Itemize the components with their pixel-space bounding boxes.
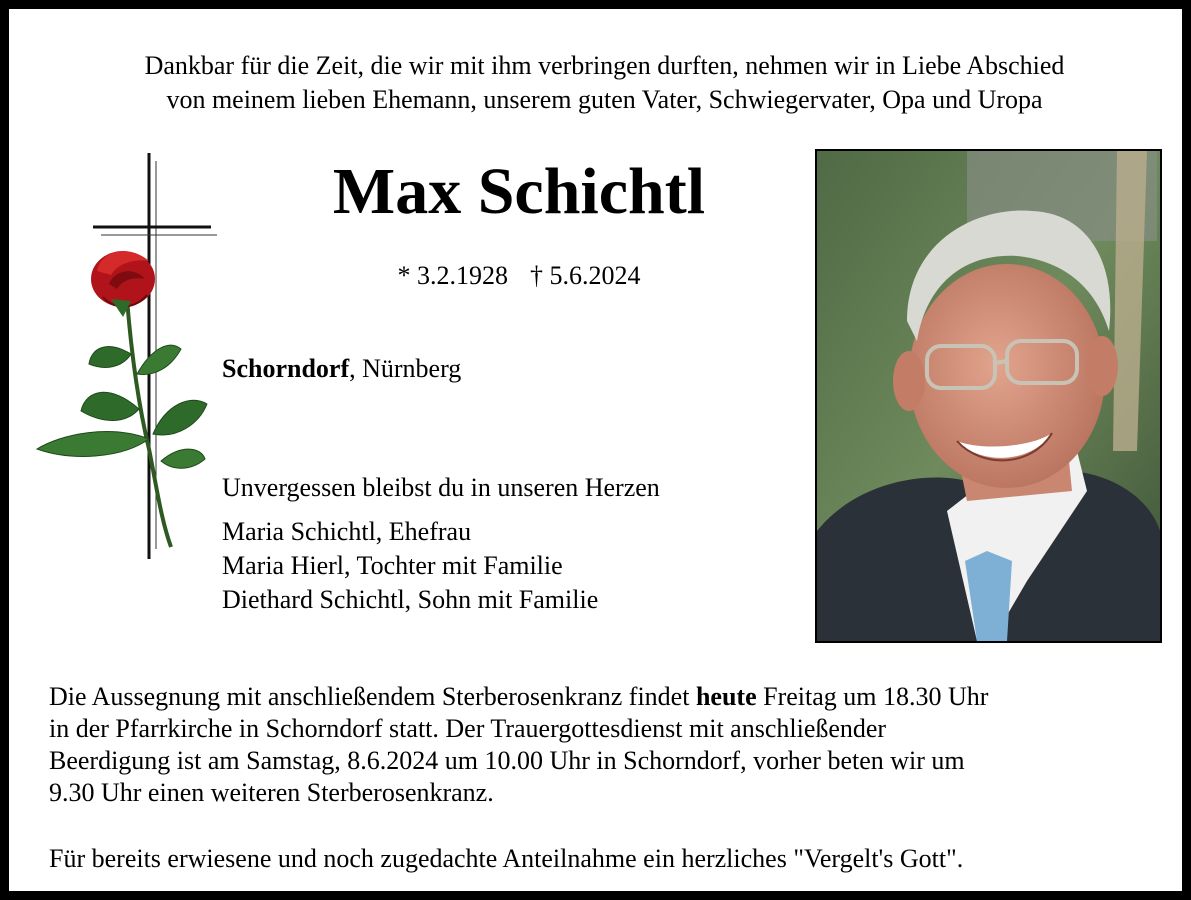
closing-text: Für bereits erwiesene und noch zugedachte Anteilnahme ein herzliches "Vergelt's Gott".: [49, 844, 964, 873]
rose-icon: [37, 251, 207, 547]
intro-text: [39, 49, 1170, 117]
life-dates: [219, 259, 819, 293]
residence-secondary: , Nürnberg: [349, 354, 462, 383]
deceased-name: Max Schichtl: [332, 155, 706, 228]
announcement-line-4: 9.30 Uhr einen weiteren Sterberosenkranz.: [49, 778, 494, 807]
announcement-line-1: [49, 681, 1164, 713]
birth-date: * 3.2.1928: [397, 261, 508, 290]
mourner-item: Maria Schichtl, Ehefrau: [222, 517, 472, 546]
announcement-line-2: in der Pfarrkirche in Schorndorf statt. Der Trauergottesdienst mit anschließender: [49, 714, 887, 743]
residence: [222, 352, 461, 386]
announcement-line-3: Beerdigung ist am Samstag, 8.6.2024 um 10.00 Uhr in Schorndorf, vorher beten wir um: [49, 746, 965, 775]
announcement-line-1-end: Freitag um 18.30 Uhr: [756, 682, 989, 711]
announcement-emphasis: heute: [695, 682, 757, 711]
death-date: † 5.6.2024: [530, 261, 641, 290]
mourners-block: [222, 471, 660, 617]
announcement-text: [49, 681, 1164, 809]
mourner-item: Diethard Schichtl, Sohn mit Familie: [222, 585, 599, 614]
intro-line-1: Dankbar für die Zeit, die wir mit ihm verbringen durften, nehmen wir in Liebe Abschied: [144, 51, 1065, 80]
mourners-headline: Unvergessen bleibst du in unseren Herzen: [222, 473, 660, 502]
residence-primary: Schorndorf: [222, 354, 350, 383]
cross-rose-illustration: [31, 149, 221, 569]
cross-icon: [31, 149, 221, 569]
intro-line-2: von meinem lieben Ehemann, unserem guten Vater, Schwiegervater, Opa und Uropa: [166, 85, 1043, 114]
mourner-item: Maria Hierl, Tochter mit Familie: [222, 551, 563, 580]
announcement-line-1-start: Die Aussegnung mit anschließendem Sterberosenkranz findet: [49, 682, 696, 711]
portrait-photo: [815, 149, 1162, 643]
